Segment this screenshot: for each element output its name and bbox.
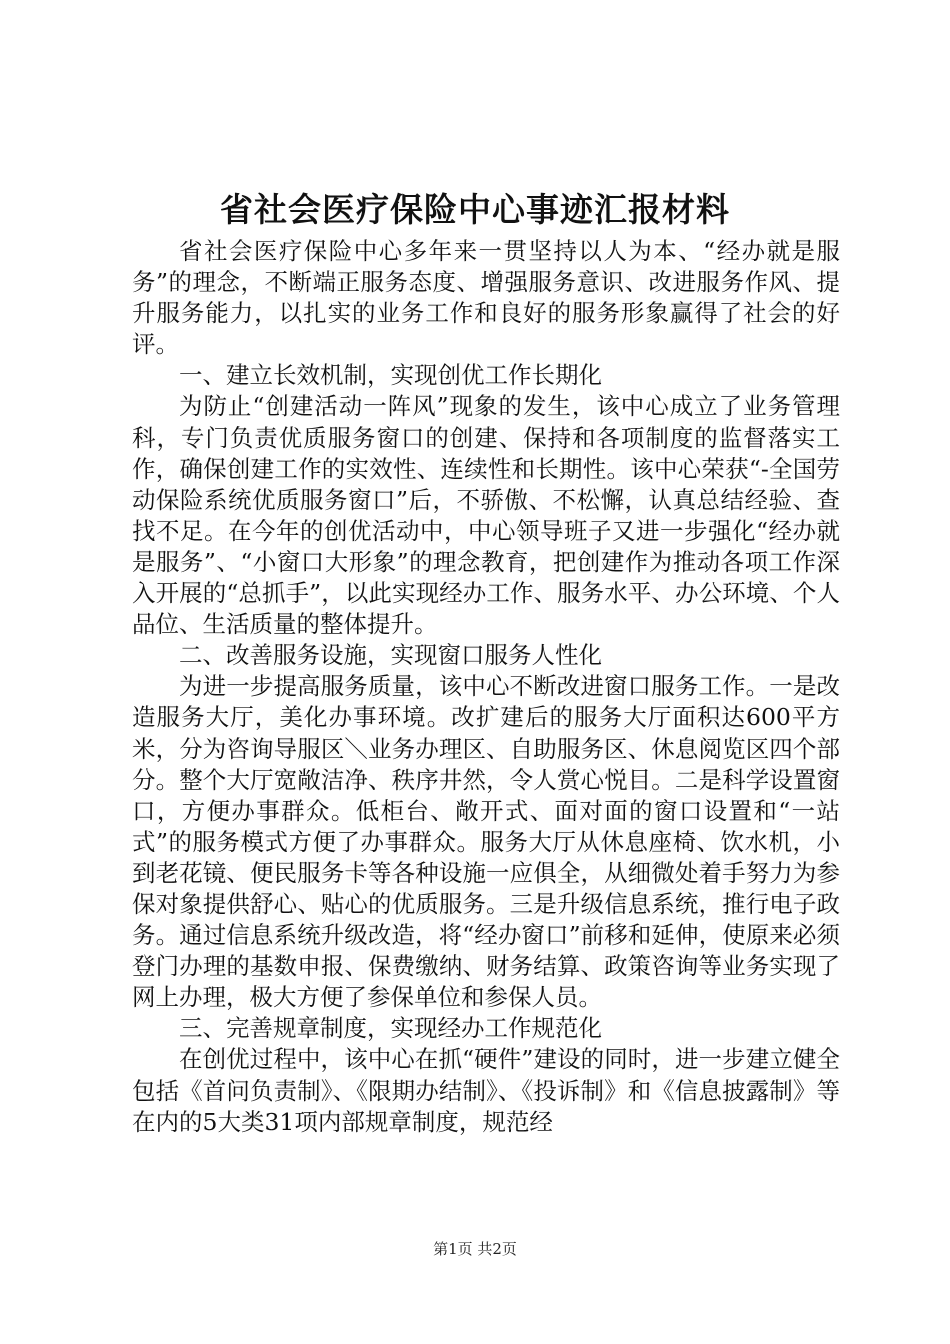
- document-body: [132, 236, 840, 1138]
- paragraph-section-2: 为进一步提高服务质量，该中心不断改进窗口服务工作。一是改造服务大厅，美化办事环境。改扩建后的服务大厅面积达600平方米，分为咨询导服区＼业务办理区、自助服务区、休息阅览区四个部分。整个大厅宽敞洁净、秩序井然，令人赏心悦目。二是科学设置窗口，方便办事群众。低柜台、敞开式、面对面的窗口设置和“一站式”的服务模式方便了办事群众。服务大厅从休息座椅、饮水机，小到老花镜、便民服务卡等各种设施一应俱全，从细微处着手努力为参保对象提供舒心、贴心的优质服务。三是升级信息系统，推行电子政务。通过信息系统升级改造，将“经办窗口”前移和延伸，使原来必须登门办理的基数申报、保费缴纳、财务结算、政策咨询等业务实现了网上办理，极大方便了参保单位和参保人员。: [132, 672, 840, 1012]
- paragraph-intro: 省社会医疗保险中心多年来一贯坚持以人为本、“经办就是服务”的理念，不断端正服务态度、增强服务意识、改进服务作风、提升服务能力，以扎实的业务工作和良好的服务形象赢得了社会的好评。: [132, 237, 840, 359]
- section-heading-3: 三、完善规章制度，实现经办工作规范化: [179, 1014, 602, 1043]
- page-number: 第1页 共2页: [433, 1240, 517, 1258]
- section-heading-1: 一、建立长效机制，实现创优工作长期化: [179, 361, 602, 390]
- document-title: 省社会医疗保险中心事迹汇报材料: [220, 190, 730, 229]
- paragraph-section-3: 在创优过程中，该中心在抓“硬件”建设的同时，进一步建立健全包括《首问负责制》、《限期办结制》、《投诉制》和《信息披露制》等在内的5大类31项内部规章制度，规范经: [132, 1045, 840, 1136]
- paragraph-section-1: 为防止“创建活动一阵风”现象的发生，该中心成立了业务管理科，专门负责优质服务窗口的创建、保持和各项制度的监督落实工作，确保创建工作的实效性、连续性和长期性。该中心荣获“-全国劳动保险系统优质服务窗口”后，不骄傲、不松懈，认真总结经验、查找不足。在今年的创优活动中，中心领导班子又进一步强化“经办就是服务”、“小窗口大形象”的理念教育，把创建作为推动各项工作深入开展的“总抓手”，以此实现经办工作、服务水平、办公环境、个人品位、生活质量的整体提升。: [132, 392, 840, 639]
- section-heading-2: 二、改善服务设施，实现窗口服务人性化: [179, 641, 602, 670]
